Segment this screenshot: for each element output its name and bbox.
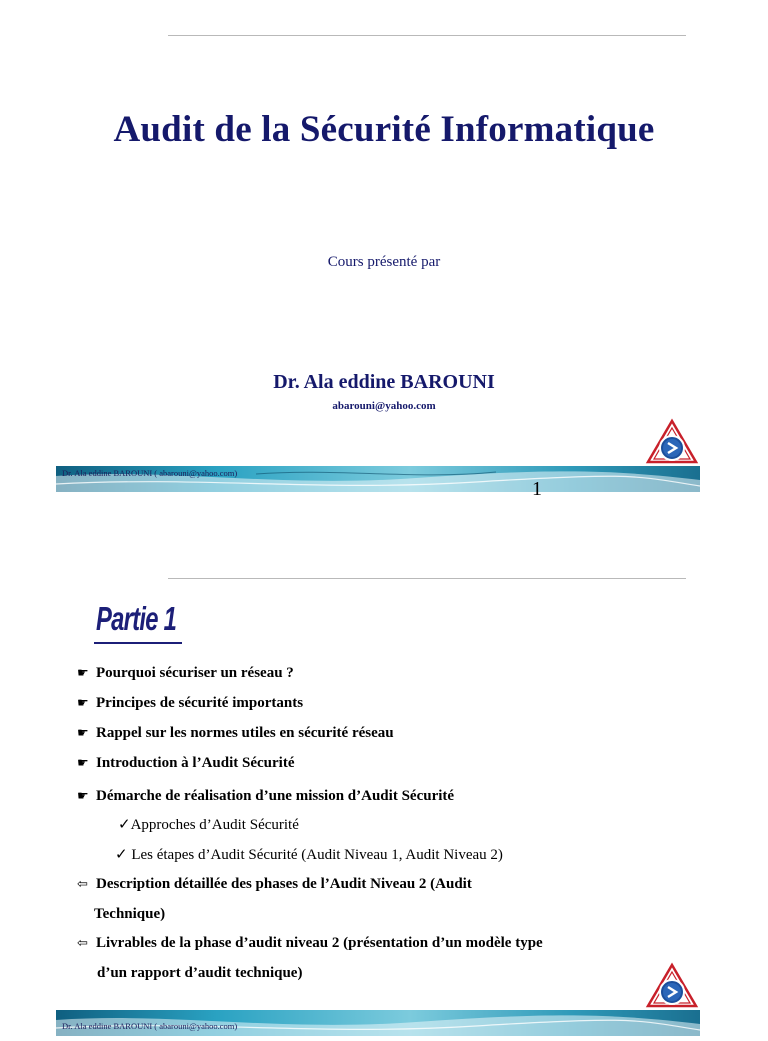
pointing-hand-icon: ☛ bbox=[77, 665, 89, 680]
list-item: ☛ Introduction à l’Audit Sécurité bbox=[77, 755, 295, 771]
top-divider bbox=[168, 578, 686, 579]
author-email: abarouni@yahoo.com bbox=[332, 400, 436, 412]
list-item: ☛ Démarche de réalisation d’une mission d’Audit Sécurité bbox=[77, 788, 455, 804]
pointing-hand-icon: ☛ bbox=[77, 695, 89, 710]
section-heading: Partie 1 bbox=[96, 600, 177, 637]
slide-1 bbox=[0, 0, 768, 512]
author-name: Dr. Ala eddine BAROUNI bbox=[273, 371, 495, 393]
checkmark-icon: ✓ bbox=[118, 817, 131, 833]
footer-band bbox=[56, 1010, 700, 1036]
top-divider bbox=[168, 35, 686, 36]
arrow-left-icon: ⇦ bbox=[77, 876, 88, 891]
slide-title: Audit de la Sécurité Informatique bbox=[113, 109, 655, 150]
list-item: ☛ Principes de sécurité importants bbox=[77, 695, 304, 711]
list-item: ⇦ Livrables de la phase d’audit niveau 2 (présentation d’un modèle type bbox=[77, 935, 543, 951]
footer-text: Dr. Ala eddine BAROUNI ( abarouni@yahoo.com) bbox=[62, 1021, 238, 1031]
checkmark-icon: ✓ bbox=[115, 847, 128, 863]
arrow-left-icon: ⇦ bbox=[77, 935, 88, 950]
list-item: ☛ Rappel sur les normes utiles en sécurité réseau bbox=[77, 725, 394, 741]
pointing-hand-icon: ☛ bbox=[77, 755, 89, 770]
presented-by-text: Cours présenté par bbox=[327, 254, 441, 270]
next-arrow-logo-icon[interactable] bbox=[645, 962, 699, 1010]
next-arrow-logo-icon[interactable] bbox=[645, 418, 699, 466]
slide-2 bbox=[0, 512, 768, 1031]
page-number: 1 bbox=[532, 478, 542, 500]
list-item: ☛ Pourquoi sécuriser un réseau ? bbox=[77, 665, 294, 681]
list-item-continuation: Technique) bbox=[94, 906, 166, 922]
list-item: ⇦ Description détaillée des phases de l’Audit Niveau 2 (Audit bbox=[77, 876, 472, 892]
footer-text: Dr. Ala eddine BAROUNI ( abarouni@yahoo.com) bbox=[62, 468, 238, 478]
pointing-hand-icon: ☛ bbox=[77, 725, 89, 740]
heading-underline bbox=[94, 642, 182, 644]
sub-list-item: ✓Approches d’Audit Sécurité bbox=[118, 817, 299, 833]
pointing-hand-icon: ☛ bbox=[77, 788, 89, 803]
list-item-continuation: d’un rapport d’audit technique) bbox=[97, 965, 303, 981]
sub-list-item: ✓ Les étapes d’Audit Sécurité (Audit Niveau 1, Audit Niveau 2) bbox=[115, 847, 503, 863]
footer-band bbox=[56, 466, 700, 492]
